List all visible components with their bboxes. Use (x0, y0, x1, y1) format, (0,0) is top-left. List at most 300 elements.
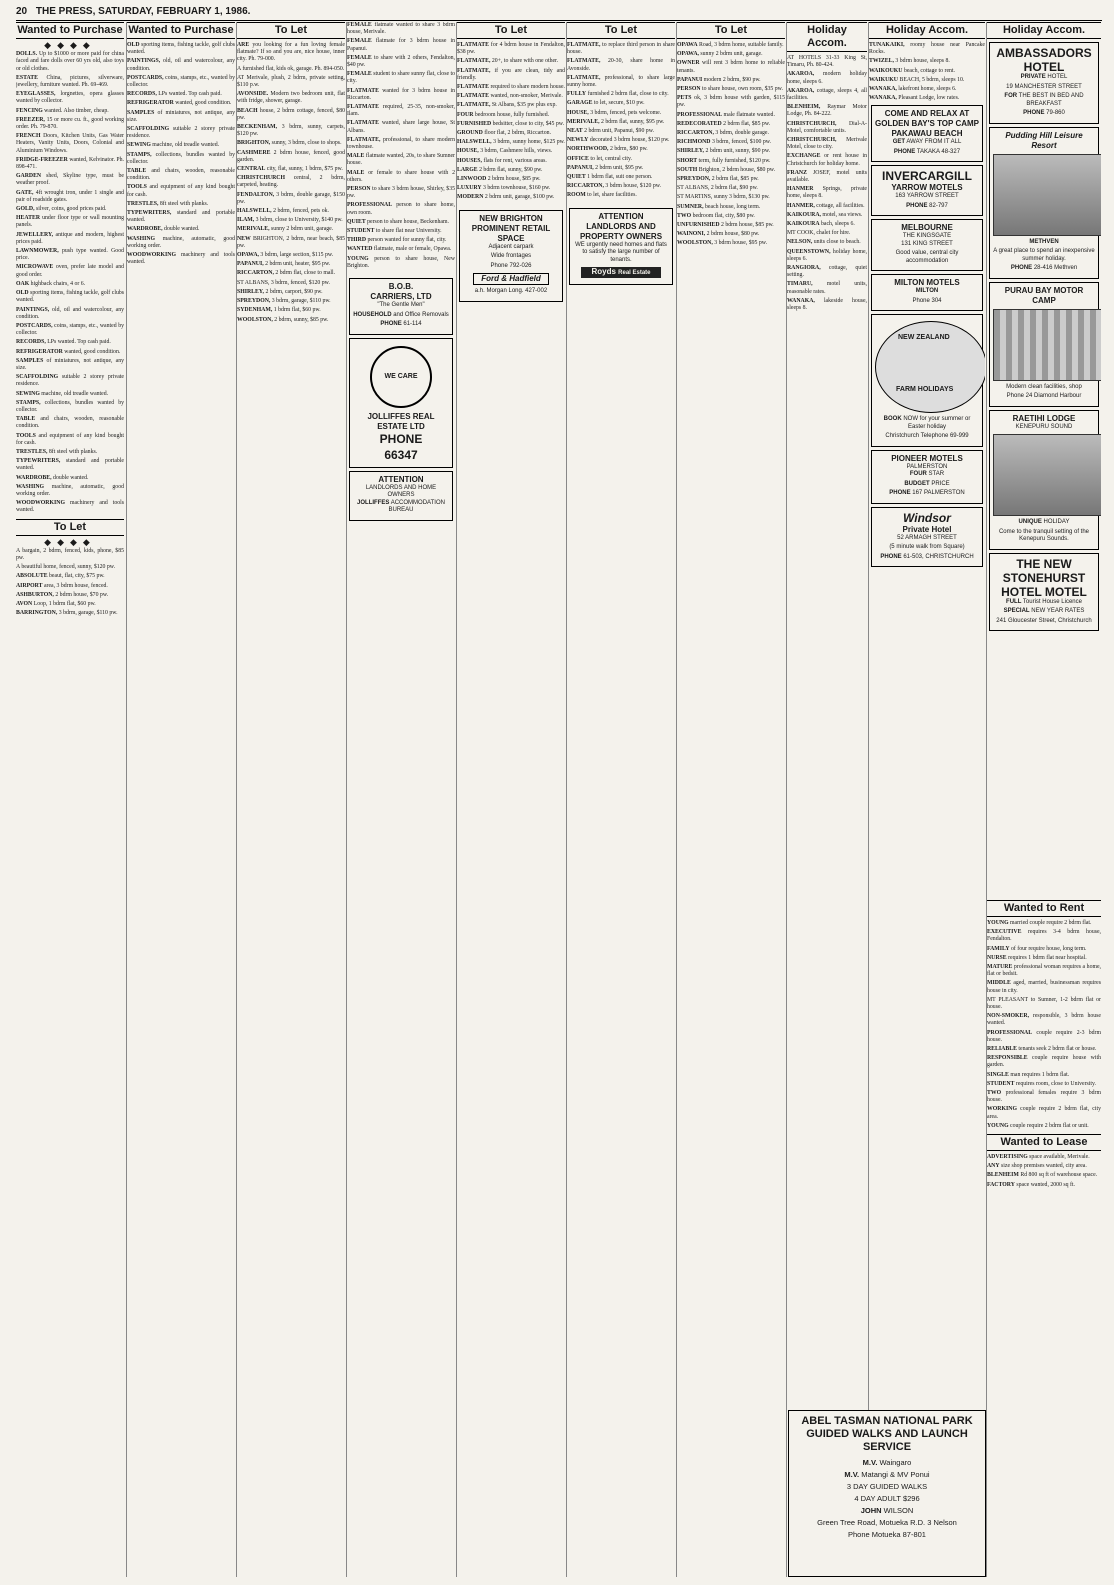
classified-ad: RECORDS, LPs wanted. Top cash paid. (127, 91, 222, 98)
classified-ad: WE urgently need homes and flats to satisfy the large number of tenants. (575, 241, 667, 263)
section-header: Wanted to Purchase (127, 22, 235, 39)
classified-ad: WARDROBE, double wanted. (127, 226, 200, 233)
ads-list (987, 1154, 1101, 1189)
classified-ad: GOLD, silver, coins, good prices paid. (16, 206, 107, 213)
classified-ad: LINWOOD 2 bdrm house, $85 pw. (457, 176, 541, 183)
classified-ad: WAIKUKU BEACH, 5 bdrm, sleeps 10. (869, 76, 965, 83)
ad-lines (573, 242, 669, 265)
classified-ad: FLATMATE wanted for 3 bdrm house in Riccarton. (347, 87, 455, 101)
classified-ad: Come to the tranquil setting of the Kenepuru Sounds. (998, 528, 1090, 542)
classified-ad: HANMER, cottage, all facilities. (787, 202, 865, 209)
classified-ad: REDECORATED 2 bdrm flat, $85 pw. (677, 120, 771, 127)
classified-ad: STUDENT requires room, close to University. (987, 1080, 1096, 1087)
classified-ad: 163 YARROW STREET (895, 193, 959, 200)
classified-ad: MODERN 2 bdrm unit, garage, $100 pw. (457, 194, 555, 201)
classified-ad: QUEENSTOWN, holiday home, sleeps 6. (787, 248, 867, 262)
classified-ad: OPAWA, 3 bdrm, large section, $115 pw. (237, 252, 334, 259)
classified-ad: FOUR bedroom house, fully furnished. (457, 111, 550, 118)
ad-lines (993, 384, 1095, 401)
classified-ad: MT COOK, chalet for hire. (787, 230, 851, 237)
classified-ad: A furnished flat, kids ok, garage. Ph. 894-050. (237, 65, 345, 72)
ad-lines (463, 244, 559, 271)
classified-ad: WOOLSTON, 3 bdrm house, $95 pw. (677, 240, 768, 247)
pioneer-motels-ad (871, 450, 983, 504)
windsor-hotel-ad (871, 507, 983, 568)
classified-ad: SAMPLES of miniatures, not antique, any size. (127, 109, 235, 123)
classified-ad: AKAROA, cottage, sleeps 4, all facilities. (787, 87, 867, 102)
masthead (16, 6, 1102, 21)
classified-ad: NURSE requires 1 bdrm flat near hospital. (987, 954, 1087, 961)
ad-title: PIONEER MOTELS (891, 453, 963, 463)
section-header: To Let (237, 22, 345, 39)
classified-ad: EXECUTIVE requires 3-4 bdrm house, Fendalton. (987, 929, 1101, 943)
classified-ad: EXCHANGE or rent house in Christchurch for holiday home. (787, 153, 867, 167)
raetihi-lodge-ad (989, 410, 1099, 550)
classified-ad: TWO professional females require 3 bdrm house. (987, 1090, 1101, 1104)
column-holiday-accom-1 (786, 22, 867, 1577)
classified-ad: MIDDLE aged, married, businessman requires house in city. (987, 980, 1101, 994)
section-header-to-let: To Let (16, 519, 124, 536)
ad-lines (353, 500, 449, 515)
classified-ad: TIMARU, motel units, reasonable rates. (787, 281, 867, 295)
classified-ad: FLATMATE required, 25-35, non-smoker, Ilam. (347, 104, 455, 118)
classified-ad: FREEZER, 15 or more cu. ft., good working order. Ph. 79-870. (16, 116, 124, 131)
camp-photo (993, 309, 1101, 381)
classified-ad: SEWING machine, old treadle wanted. (16, 390, 109, 397)
ad-title: MELBOURNE (901, 223, 953, 233)
ad-subtitle: JOLLIFFES REAL ESTATE LTD (367, 411, 435, 431)
classified-ad: HOUSE, 3 bdrm, Cashmere hills, views. (457, 148, 553, 155)
classified-ad: Green Tree Road, Motueka R.D. 3 Nelson (817, 1518, 957, 1527)
classified-ad: Wide frontages (490, 253, 532, 260)
classified-ad: MALE flatmate wanted, 20s, to share Sumner house. (347, 153, 455, 167)
classified-ad: SOUTH Brighton, 2 bdrm house, $80 pw. (677, 166, 776, 173)
classified-ad: YOUNG couple require 2 bdrm flat or unit. (987, 1122, 1089, 1129)
ads-list (567, 42, 675, 200)
classified-ad: SYDENHAM, 1 bdrm flat, $60 pw. (237, 307, 321, 314)
classified-ad: Adjacent carpark (488, 243, 534, 250)
diamond-ornament: ◆◆◆◆ (44, 536, 96, 547)
classified-ad: MATURE professional woman requires a home, flat or bedsit. (987, 964, 1101, 978)
classified-ad: FLATMATE, if you are clean, tidy and friendly. (457, 67, 565, 81)
classified-ad: PHONE 82-797 (906, 202, 948, 209)
pudding-hill-ad (989, 127, 1099, 279)
classified-ad: SCAFFOLDING suitable 2 storey private residence. (127, 126, 235, 140)
lodge-photo (993, 434, 1101, 516)
classified-ad: TOOLS and equipment of any kind bought for cash. (127, 184, 235, 198)
classified-ad: 52 ARMAGH STREET (897, 534, 957, 541)
attention-landlords-ad (349, 471, 453, 521)
classified-ad: PHONE TAKAKA 48-327 (893, 148, 961, 155)
classified-ad: WAIKOUKU beach, cottage to rent. (869, 67, 955, 74)
classified-ad: FLATMATE wanted, share large house, St Albans. (347, 120, 455, 134)
ad-title: Windsor (903, 510, 951, 525)
classified-ad: OWNER will rent 3 bdrm home to reliable tenants. (677, 60, 785, 74)
classified-ad: BARRINGTON, 3 bdrm, garage, $110 pw. (16, 610, 118, 617)
ad-subtitle: Private Hotel (902, 524, 952, 534)
classified-ad: PHONE (379, 431, 423, 446)
classified-ad: FENCING wanted. Also timber, cheap. (16, 107, 109, 114)
classified-ad: JOHN WILSON (860, 1506, 914, 1515)
classified-ad: FRENCH Doors, Kitchen Units, Gas Water Heaters, Vanity Units, Doors, Colonial and Aluminium Windows. (16, 133, 124, 154)
classified-ad: PERSON to share 3 bdrm house, Shirley, $35 pw. (347, 186, 455, 200)
classified-ad: BRIGHTON, sunny, 3 bdrm, close to shops. (237, 140, 342, 147)
ambassadors-hotel-ad (989, 42, 1099, 124)
section-header: Wanted to Purchase (16, 22, 124, 39)
ads-list (987, 920, 1101, 962)
nz-farm-logo: NEW ZEALAND FARM HOLIDAYS (875, 321, 985, 413)
classified-ad: OPAWA, sunny 2 bdrm unit, garage. (677, 51, 763, 58)
classified-ad: GROUND floor flat, 2 bdrm, Riccarton. (457, 130, 552, 137)
classified-ad: STUDENT to share flat near University. (347, 228, 442, 235)
classified-ad: RANGIORA, cottage, quiet setting. (787, 265, 867, 279)
abel-tasman-ad (788, 1410, 986, 1577)
classified-ad: AKAROA, modern holiday home, sleeps 6. (787, 71, 867, 85)
ads-list (787, 55, 867, 312)
classified-ad: BOOK NOW for your summer or Easter holiday (883, 416, 971, 430)
classified-ad: FEMALE flatmate wanted to share 3 bdrm house, Merivale. (347, 22, 455, 36)
classified-ad: MT PLEASANT to Sumner, 1-2 bdrm flat or house. (987, 996, 1101, 1011)
ad-lines (875, 241, 979, 266)
ad-subtitle: KENEPURU SOUND (1015, 423, 1073, 430)
ad-subtitle: CARRIERS, LTD (370, 292, 432, 302)
ad-subtitle: YARROW MOTELS (891, 183, 963, 193)
ad-title: PURAU BAY MOTOR CAMP (1004, 285, 1084, 305)
classified-ad: OLD sporting items, fishing tackle, golf clubs wanted. (127, 42, 235, 56)
classified-ad: WARDROBE, double wanted. (16, 474, 89, 481)
classified-ad: FLATMATE for 4 bdrm house in Fendalton, $38 pw. (457, 42, 565, 56)
masthead-title: THE PRESS, SATURDAY, FEBRUARY 1, 1986. (35, 6, 251, 17)
ad-lines (993, 519, 1095, 544)
bob-carriers-ad (349, 278, 453, 335)
section-header: To Let (457, 22, 565, 39)
resort-photo (993, 154, 1101, 236)
classified-ad: HALSWELL, 2 bdrm, fenced, pets ok. (237, 208, 329, 215)
classified-ad: PAINTINGS, old, oil and watercolour, any condition. (16, 306, 124, 320)
classified-ad: JOLLIFFES ACCOMMODATION BUREAU (357, 499, 445, 514)
classified-ad: LAWNMOWER, push type wanted. Good price. (16, 248, 124, 262)
classified-ad: FLATMATE, to replace third person in share house. (567, 42, 675, 56)
classified-ad: HEATER under floor type or wall mounting panels. (16, 215, 124, 229)
classified-ad: FULLY furnished 2 bdrm flat, close to city. (567, 91, 669, 98)
classified-ad: LUXURY 3 bdrm townhouse, $160 pw. (457, 185, 551, 192)
classified-ad: a.h. Morgan Long. 427-002 (474, 288, 548, 295)
classified-ad: FAMILY of four require house, long term. (987, 945, 1087, 952)
classified-ad: SHIRLEY, 2 bdrm, carport, $90 pw. (237, 288, 323, 295)
classified-ad: TRESTLES, 8ft steel with planks. (127, 200, 209, 207)
classified-ad: RELIABLE tenants seek 2 bdrm flat or house. (987, 1046, 1097, 1053)
classified-ad: M.V. Matangi & MV Ponui (844, 1470, 930, 1479)
golden-bays-ad (871, 105, 983, 162)
classified-ad: Christchurch Telephone 69-999 (885, 433, 969, 440)
classified-ad: SPREYDON, 3 bdrm, garage, $110 pw. (237, 298, 331, 305)
classified-ad: QUIET 1 bdrm flat, suit one person. (567, 174, 653, 181)
classified-ad: NEWLY decorated 3 bdrm house, $120 pw. (567, 137, 670, 144)
classified-ad: TWIZEL, 3 bdrm house, sleeps 8. (869, 58, 950, 65)
classified-ad: THIRD person wanted for sunny flat, city. (347, 237, 447, 244)
ads-list (237, 42, 345, 324)
ad-title: THE NEW STONEHURST HOTEL MOTEL (1001, 556, 1087, 599)
ad-title: ABEL TASMAN NATIONAL PARK (801, 1415, 973, 1427)
classified-ad: STAMPS, collections, bundles wanted by collector. (127, 151, 235, 165)
classified-ad: WORKING couple require 2 bdrm flat, city area. (987, 1106, 1101, 1120)
ad-lines (993, 599, 1095, 626)
classified-ad: ANY size shop premises wanted, city area. (987, 1163, 1087, 1170)
classified-ad: HANMER Springs, private home, sleeps 8. (787, 186, 867, 200)
section-header: To Let (677, 22, 785, 39)
classified-ad: PAPANUI modern 2 bdrm, $90 pw. (677, 76, 761, 83)
classified-ad: TABLE and chairs, wooden, reasonable condition. (127, 168, 235, 182)
ads-list (869, 42, 985, 102)
classified-ad: AVONSIDE. Modern two bedroom unit, flat with fridge, shower, garage. (237, 91, 345, 105)
classified-ad: CENTRAL city, flat, sunny, 1 bdrm, $75 pw. (237, 166, 343, 173)
ad-phone (353, 432, 449, 462)
classified-ad: MERIVALE, 2 bdrm flat, sunny, $95 pw. (567, 118, 665, 125)
classified-ad: 19 MANCHESTER STREET (1006, 83, 1082, 90)
classified-ad: TYPEWRITERS, standard and portable wanted. (16, 458, 124, 472)
classified-ad: SEWING machine, old treadle wanted. (127, 142, 220, 149)
classified-ad: SAMPLES of miniatures, not antique, any size. (16, 357, 124, 371)
classified-ad: Good value, central city accommodation (895, 250, 959, 264)
classified-ad: STAMPS, collections, bundles wanted by collector. (16, 399, 124, 413)
classified-ad: A great place to spend an inexpensive summer holiday. (993, 248, 1095, 262)
classified-ad: OAK highback chairs, 4 or 6. (16, 280, 86, 287)
invercargill-ad (871, 165, 983, 216)
classified-ad: FLATMATE, 20+, to share with one other. (457, 58, 559, 65)
section-header: Holiday Accom. (787, 22, 867, 52)
classified-ad: FLATMATE, professional, to share modern townhouse. (347, 136, 455, 151)
classified-ad: AIRPORT area, 3 bdrm house, fenced. (16, 582, 108, 589)
ad-lines (993, 239, 1095, 273)
ad-lines (875, 416, 979, 441)
classified-ad: UNFURNISHED 2 bdrm house, $85 pw. (677, 222, 774, 229)
classified-ad: OLD sporting items, fishing tackle, golf clubs wanted. (16, 290, 124, 304)
column-wanted-to-purchase-2 (126, 22, 235, 1577)
column-to-let-5 (676, 22, 785, 1577)
classified-ad: PAPANUI, 2 bdrm unit, $95 pw. (567, 164, 644, 171)
classified-ad: Phone 792-026 (490, 262, 532, 269)
classified-ad: 4 DAY ADULT $296 (854, 1494, 920, 1503)
ads-list (16, 548, 124, 618)
classified-ad: DOLLS. Up to $1000 or more paid for china faced and fare dolls over 60 yrs old, also toys or old clothes. (16, 51, 124, 72)
ad-lines (875, 535, 979, 562)
section-header-wanted-to-lease: Wanted to Lease (987, 1134, 1101, 1151)
ad-lines (875, 288, 979, 305)
classified-ad: PAINTINGS, old, oil and watercolour, any condition. (127, 58, 235, 72)
classified-ad: RICCARTON, 2 bdrm flat, close to mall. (237, 270, 336, 277)
section-header: Holiday Accom. (869, 22, 985, 39)
classified-ad: MILTON (915, 288, 939, 295)
classified-ad: FRIDGE-FREEZER wanted, Kelvinator. Ph. 898-471. (16, 156, 124, 171)
classified-ad: FACTORY space wanted, 2000 sq ft. (987, 1181, 1075, 1188)
classified-ad: Phone 24 Diamond Harbour (1006, 393, 1082, 399)
classified-ad: OPAWA Road, 3 bdrm home, suitable family. (677, 42, 784, 48)
classified-ad: RICCARTON, 3 bdrm house, $120 pw. (567, 183, 661, 190)
classified-ad: RICCARTON, 3 bdrm, double garage. (677, 130, 769, 137)
ad-title: AMBASSADORS (996, 46, 1092, 60)
classified-ad: MERIVALE, sunny 2 bdrm unit, garage. (237, 226, 334, 233)
classified-ad: FEMALE student to share sunny flat, close to city. (347, 71, 455, 85)
classified-ad: BECKENHAM, 3 bdrm, sunny, carpets, $120 pw. (237, 124, 345, 138)
classified-ad: BLENHEIM Rd 800 sq ft of warehouse space. (987, 1172, 1098, 1179)
classified-ad: METHVEN (1029, 238, 1059, 245)
classified-ad: "The Gentle Men" (377, 302, 425, 309)
classified-ad: KAIKOURA, motel, sea views. (787, 211, 863, 218)
classified-ad: NEAT 2 bdrm unit, Papanui, $90 pw. (567, 128, 654, 135)
classified-ad: FENDALTON, 3 bdrm, double garage, $150 pw. (237, 191, 345, 205)
classified-ad: YOUNG person to share house, New Brighton. (347, 255, 455, 269)
nz-farm-holidays-ad (871, 314, 983, 447)
classified-ad: SHIRLEY, 2 bdrm unit, sunny, $90 pw. (677, 148, 771, 155)
classified-ad: NEW BRIGHTON, 2 bdrm, near beach, $85 pw. (237, 235, 345, 249)
column-wanted-to-rent (986, 900, 1101, 1577)
classified-ad: POSTCARDS, coins, stamps, etc., wanted by collector. (16, 322, 124, 337)
classified-ad: NORTHWOOD, 2 bdrm, $80 pw. (567, 146, 648, 153)
classified-ad: TYPEWRITERS, standard and portable wanted. (127, 210, 235, 224)
classified-ad: PERSON to share house, own room, $35 pw. (677, 86, 783, 93)
column-wanted-to-purchase-1 (16, 22, 124, 1577)
classified-ad: GARDEN shed, Skyline type, must be weather proof. (16, 173, 124, 187)
classified-ad: FULL Tourist House Licence (1006, 598, 1082, 605)
classified-ad: FLATMATE wanted, non-smoker, Merivale. (457, 93, 563, 100)
classified-ad: PHONE 167 PALMERSTON (889, 490, 965, 497)
classified-ad: TRESTLES, 8ft steel with planks. (16, 448, 98, 455)
classified-ad: FLATMATE required to share modern house. (457, 84, 565, 91)
classified-ad: PHONE 61-503, CHRISTCHURCH (880, 553, 974, 560)
ad-title: RAETIHI LODGE (1012, 413, 1076, 423)
classified-ad: YOUNG married couple require 2 bdrm flat. (987, 920, 1092, 926)
ad-lines (463, 288, 559, 296)
page-number: 20 (16, 6, 28, 17)
column-holiday-accom-2 (868, 22, 985, 1577)
ad-lines (993, 74, 1095, 118)
classified-ad: ST MARTINS, sunny 3 bdrm, $130 pw. (677, 194, 770, 201)
we-care-logo: WE CARE (370, 346, 432, 408)
classified-ad: JEWELLERY, antique and modern, highest prices paid. (16, 231, 124, 245)
classified-ad: ABSOLUTE beaut, flat, city, $75 pw. (16, 573, 105, 580)
classified-ad: AT HOTELS 31-33 King St, Timaru, Ph. 80-424. (787, 55, 867, 69)
classified-ad: WANAKA, Pleasant Lodge, low rates. (869, 95, 960, 102)
ad-title: ATTENTION (378, 474, 424, 484)
diamond-ornament: ◆◆◆◆ (44, 40, 96, 50)
royds-logo: Royds Real Estate (581, 267, 661, 278)
section-header: Holiday Accom. (987, 22, 1101, 39)
classified-ad: PROFESSIONAL male flatmate wanted. (677, 111, 775, 118)
purau-bay-ad (989, 282, 1099, 407)
classified-ad: M.V. Waingaro (862, 1458, 912, 1467)
ad-lines (875, 471, 979, 498)
classified-ad: 131 KING STREET (901, 240, 953, 247)
column-to-let-3 (456, 22, 565, 1577)
classified-ad: BEACH house, 2 bdrm cottage, fenced, $80 pw. (237, 107, 345, 121)
ad-title: Pudding Hill Leisure Resort (1005, 130, 1083, 150)
column-to-let-4 (566, 22, 675, 1577)
classified-ad: HOUSE, 3 bdrm, fenced, pets welcome. (567, 109, 662, 116)
classified-ad: OFFICE to let, central city. (567, 155, 632, 162)
classified-ad: FURNISHED bedsitter, close to city, $45 pw. (457, 120, 565, 127)
ad-title: NEW BRIGHTON PROMINENT RETAIL SPACE (471, 213, 551, 243)
ads-list (127, 42, 235, 266)
ads-list (677, 42, 785, 248)
classified-ad: SPECIAL NEW YEAR RATES (1003, 608, 1085, 614)
classified-ad: TUNAKAIKI, roomy house near Pancake Rocks. (869, 42, 985, 56)
classified-ad: PROFESSIONAL couple require 2-3 bdrm house. (987, 1029, 1101, 1043)
classified-ad: NON-SMOKER, responsible, 3 bdrm house wanted. (987, 1013, 1101, 1027)
attention-landlords-2-ad (569, 208, 673, 285)
classified-ad: CHRISTCHURCH, Dial-A-Motel, comfortable units. (787, 120, 867, 134)
ads-list (987, 964, 1101, 1130)
ad-lines (875, 139, 979, 156)
classified-ad: (5 minute walk from Square) (889, 544, 965, 551)
ad-subtitle: THE KINGSGATE (902, 233, 952, 240)
ad-lines (353, 302, 449, 329)
section-header: Wanted to Rent (987, 900, 1101, 917)
classified-ad: CHRISTCHURCH, Merivale Motel, close to city. (787, 137, 867, 151)
classified-ad: PAPANUI, 2 bdrm unit, heater, $95 pw. (237, 261, 331, 268)
classified-ad: WOODWORKING machinery and tools wanted. (127, 252, 235, 266)
classified-ad: SCAFFOLDING suitable 2 storey private residence. (16, 374, 124, 388)
classified-ad: PHONE 61-114 (380, 321, 422, 328)
classified-ad: AT Merivale, plush, 2 bdrm, private setting, $110 p.w. (237, 74, 345, 89)
ad-subtitle: HOTEL (1023, 60, 1065, 74)
classified-ad: LARGE 2 bdrm flat, sunny, $90 pw. (457, 166, 543, 173)
classified-ad: SINGLE man requires 1 bdrm flat. (987, 1071, 1070, 1078)
classified-ad: BUDGET PRICE (904, 480, 950, 487)
classified-ad: Modern clean facilities, shop (1006, 383, 1082, 390)
classified-ad: WOODWORKING machinery and tools wanted. (16, 500, 124, 514)
classified-ad: ILAM, 3 bdrm, close to University, $140 pw. (237, 217, 343, 224)
classified-ad: ST ALBANS, 3 bdrm, fenced, $120 pw. (237, 279, 330, 286)
classified-ad: FEMALE flatmate for 3 bdrm house in Papanui. (347, 38, 455, 52)
new-brighton-ad (459, 210, 563, 302)
classified-ad: ADVERTISING space available, Merivale. (987, 1154, 1090, 1161)
ad-subtitle: PAKAWAU BEACH (891, 129, 963, 139)
classified-ad: POSTCARDS, coins, stamps, etc., wanted by collector. (127, 74, 235, 89)
classified-ad: FOUR STAR (909, 471, 945, 478)
classified-ad: TWO bedroom flat, city, $80 pw. (677, 212, 755, 219)
classified-ad: 3 DAY GUIDED WALKS (846, 1482, 928, 1491)
classified-ad: GATE, 4ft wrought iron, under 1 single and pair of roadside gates. (16, 189, 124, 203)
ad-title: MILTON MOTELS (894, 278, 960, 288)
classified-ad: RICHMOND 3 bdrm, fenced, $100 pw. (677, 139, 771, 146)
classified-ad: REFRIGERATOR wanted, good condition. (127, 100, 232, 107)
classified-ad: PHONE 79-860 (1023, 110, 1065, 116)
classified-ad: RECORDS, LPs wanted. Top cash paid. (16, 339, 111, 346)
classified-ad: PROFESSIONAL person to share home, own room. (347, 202, 455, 216)
classified-ad: PRIVATE HOTEL (1020, 74, 1068, 80)
classified-ad: PETS ok, 3 bdrm house with garden, $115 pw. (677, 95, 785, 109)
classified-ad: BLENHEIM, Raymar Motor Lodge, Ph. 84-222. (787, 104, 867, 118)
classified-ad: WASHING machine, automatic, good working order. (127, 235, 235, 249)
classified-ad: AVON Loop, 1 bdrm flat, $60 pw. (16, 601, 96, 607)
classified-ad: SPREYDON, 2 bdrm flat, $85 pw. (677, 176, 759, 183)
stonehurst-hotel-ad (989, 553, 1099, 632)
classified-ad: PHONE 28-416 Methven (1010, 265, 1078, 271)
classified-ad: TOOLS and equipment of any kind bought for cash. (16, 432, 124, 446)
classified-ad: WOOLSTON, 2 bdrm, sunny, $85 pw. (237, 316, 329, 323)
classified-ad: CASHMERE 2 bdrm house, fenced, good garden. (237, 149, 345, 163)
classified-ad: GARAGE to let, secure, $10 pw. (567, 100, 645, 107)
classified-ad: NELSON, units close to beach. (787, 239, 861, 246)
classified-ad: 66347 (384, 447, 418, 462)
classified-ad: WANAKA, lakefront home, sleeps 6. (869, 86, 957, 93)
classified-ad: EYEGLASSES, lorgnettes, opera glasses wanted by collector. (16, 91, 124, 105)
classified-ad: ASHBURTON, 2 bdrm house, $70 pw. (16, 591, 109, 598)
classified-ad: HOUSEHOLD and Office Removals (353, 311, 449, 318)
classified-ad: SHORT term, fully furnished, $120 pw. (677, 157, 771, 164)
classified-ad: WANAKA, lakeside house, sleeps 8. (787, 297, 867, 312)
classified-ad: REFRIGERATOR wanted, good condition. (16, 348, 121, 355)
